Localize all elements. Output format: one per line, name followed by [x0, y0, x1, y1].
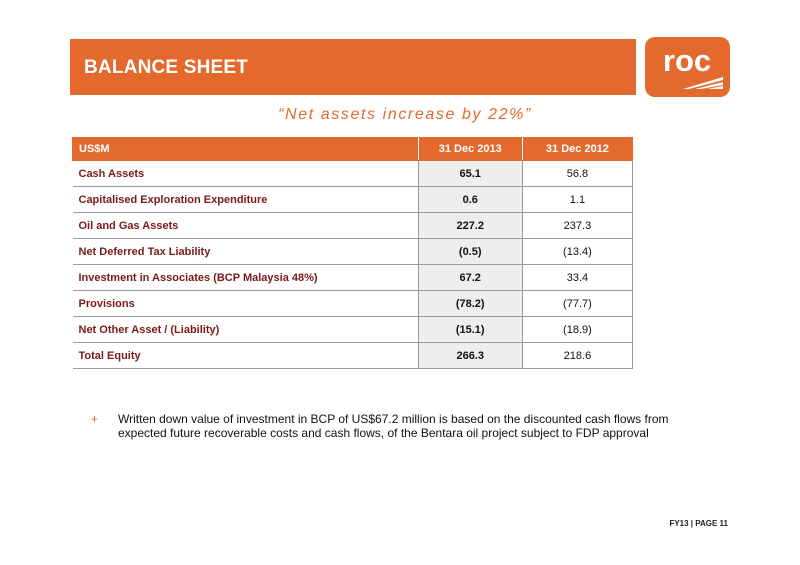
row-label: Net Other Asset / (Liability) [73, 317, 419, 343]
plus-bullet-icon: + [91, 412, 99, 426]
table-row [73, 213, 633, 239]
table-header-row [73, 138, 633, 161]
value-2013: (0.5) [418, 239, 522, 265]
value-2013: (15.1) [418, 317, 522, 343]
table-row [73, 265, 633, 291]
column-header-2012: 31 Dec 2012 [522, 138, 632, 161]
table-row [73, 187, 633, 213]
row-label: Cash Assets [73, 161, 419, 187]
value-2013: (78.2) [418, 291, 522, 317]
row-label: Investment in Associates (BCP Malaysia 48%) [73, 265, 419, 291]
value-2012: (18.9) [522, 317, 632, 343]
table-row-total [73, 343, 633, 369]
value-2012: 56.8 [522, 161, 632, 187]
subtitle: “Net assets increase by 22%” [278, 106, 532, 123]
logo-text: roc [662, 43, 712, 78]
header-bar [70, 39, 636, 95]
value-2013: 266.3 [418, 343, 522, 369]
value-2013: 227.2 [418, 213, 522, 239]
value-2012: (13.4) [522, 239, 632, 265]
table-row [73, 291, 633, 317]
value-2012: 1.1 [522, 187, 632, 213]
row-label: Net Deferred Tax Liability [73, 239, 419, 265]
balance-sheet-table [72, 137, 633, 369]
roc-logo [645, 37, 730, 97]
value-2013: 0.6 [418, 187, 522, 213]
value-2012: 237.3 [522, 213, 632, 239]
page-footer: FY13 | PAGE 11 [669, 519, 728, 528]
value-2012: (77.7) [522, 291, 632, 317]
table-row [73, 317, 633, 343]
page-title: BALANCE SHEET [84, 57, 249, 78]
row-label: Total Equity [73, 343, 419, 369]
row-label: Oil and Gas Assets [73, 213, 419, 239]
column-header-2013: 31 Dec 2013 [418, 138, 522, 161]
value-2012: 33.4 [522, 265, 632, 291]
row-label: Capitalised Exploration Expenditure [73, 187, 419, 213]
value-2013: 67.2 [418, 265, 522, 291]
table-row [73, 161, 633, 187]
column-header-item: US$M [73, 138, 419, 161]
value-2013: 65.1 [418, 161, 522, 187]
note-text: Written down value of investment in BCP of US$67.2 million is based on the discounted cash flows from expected future recoverable costs and cash flows, of the Bentara oil project subject to FDP approval [118, 412, 669, 440]
row-label: Provisions [73, 291, 419, 317]
table-row [73, 239, 633, 265]
value-2012: 218.6 [522, 343, 632, 369]
